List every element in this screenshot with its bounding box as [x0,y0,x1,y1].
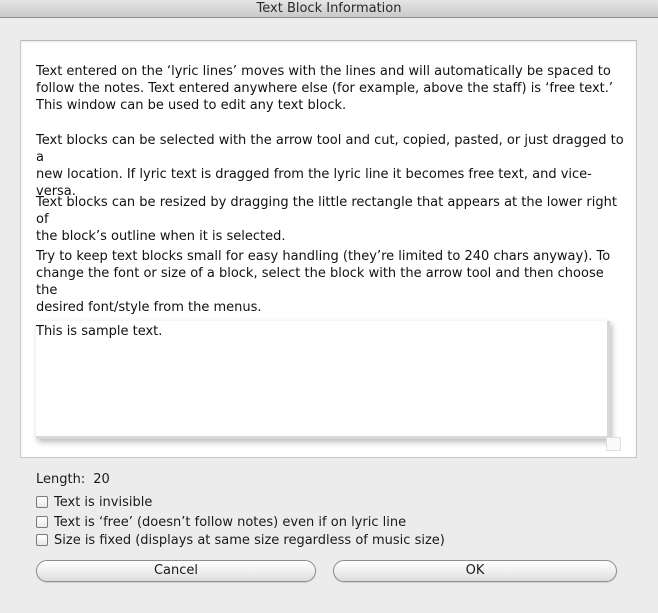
invisible-option[interactable] [36,493,152,511]
fixed-size-checkbox-label[interactable]: Size is fixed (displays at same size regardless of music size) [54,532,445,548]
editor-resize-handle[interactable] [606,437,621,451]
window-title-bar [0,0,658,18]
invisible-checkbox[interactable] [36,496,48,508]
instruction-paragraph-selecting: Text blocks can be selected with the arrow tool and cut, copied, pasted, or just dragged to a new location. If lyric text is dragged from the lyric line it becomes free text, and vice-versa. [36,133,624,199]
free-text-checkbox[interactable] [36,516,48,528]
free-text-checkbox-label[interactable]: Text is ‘free’ (doesn’t follow notes) even if on lyric line [54,514,407,530]
cancel-button[interactable]: Cancel [36,560,316,582]
length-readout [36,471,110,488]
free-text-option[interactable] [36,513,406,531]
length-label: Length: [36,472,86,487]
fixed-size-checkbox[interactable] [36,534,48,546]
text-block-editor[interactable] [36,321,610,439]
length-value: 20 [93,472,110,487]
instruction-paragraph-lyric-lines: Text entered on the ‘lyric lines’ moves with the lines and will automatically be spaced to follow the notes. Text entered anywhere else (for example, above the staff) is ‘free text.’ This window can be used to edit any text block. [36,64,614,113]
ok-button[interactable]: OK [333,560,617,582]
fixed-size-option[interactable] [36,531,445,549]
invisible-checkbox-label[interactable]: Text is invisible [54,494,153,510]
window-title: Text Block Information [256,1,402,16]
instruction-paragraph-fonts: Try to keep text blocks small for easy handling (they’re limited to 240 chars anyway). To change the font or size of a block, select the block with the arrow tool and then choose the desired font/style from the menus. [36,249,611,315]
editor-text[interactable]: This is sample text. [36,324,163,339]
instruction-paragraph-resizing: Text blocks can be resized by dragging the little rectangle that appears at the lower right of the block’s outline when it is selected. [36,195,617,244]
